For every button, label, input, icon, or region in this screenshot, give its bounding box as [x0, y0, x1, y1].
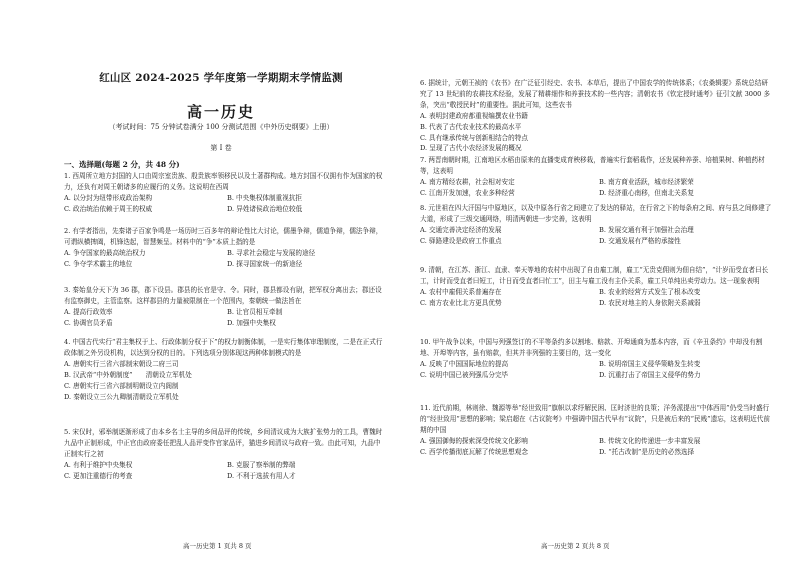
- answer-option: A. 强国御侮的探索深受传统文化影响: [420, 436, 528, 445]
- question-block: [64, 427, 386, 482]
- page-footer-left: 高一历史第 1 页共 8 页: [183, 542, 252, 550]
- answer-option: C. 具有继承传统与创新相结合的特点: [420, 133, 528, 142]
- question-block: [420, 155, 774, 199]
- question-stem: 8. 元世祖在四大汗国与中原地区，以及中原各行省之间建立了发达的驿站，在行省之下的每条府之间、府与县之间修建了大道，形成了三级交通网络，明清两朝进一步完善，这表明: [420, 204, 772, 223]
- answer-option: C. 西学传播彻底瓦解了传统思想观念: [420, 447, 528, 456]
- answer-option: D. 秦朝设立三公九卿制清朝设立军机处: [64, 392, 179, 401]
- answer-option: D. 不利于选拔有用人才: [227, 471, 296, 480]
- answer-option: B. 汉武帝“中外朝制度” 清朝设立军机处: [64, 370, 192, 379]
- answer-option: C. 江南开发加速，农业多种经营: [420, 188, 515, 197]
- answer-option: A. 反映了中国国际地位的提高: [420, 359, 509, 368]
- answer-option: C. 说明中国已被列强瓜分完毕: [420, 370, 509, 379]
- question-stem: 5. 宋仅时，邪举制逐渐形成了由本乡名士主导的乡间品评的传统，乡间清议成为大族扩张势力的工具，曹魏时九品中正制形成，中正官由政府委任把乱人品评变作官家品评，猫进乡间清议与政府一致。由此可知，九品中正制实行之初: [64, 428, 383, 458]
- answer-options: [64, 460, 386, 482]
- volume-label: 第 I 卷: [210, 144, 232, 152]
- answer-option: D. 探寻国家统一的新途径: [227, 259, 303, 268]
- question-block: [420, 337, 774, 381]
- answer-option: A. 交通完善决定经济的发展: [420, 225, 502, 234]
- question-stem: 11. 近代前期，林则徐、魏源等举“经世致用”旗帜以求纾解民困、匡时济世的良策；洋务派提出“中体西用”仍受当时盛行的“经世致用”思想的影响；梁启超在《古议院考》中强调中国古代早有“议院”，只是被后来的“民贱”遗忘，这表明近代前期的中国: [420, 404, 770, 434]
- answer-options: [64, 193, 386, 215]
- answer-option: B. 代表了古代农业技术的最高水平: [420, 122, 522, 131]
- question-block: [64, 285, 386, 329]
- answer-option: A. 唐朝实行三省六部制宋朝设二府三司: [64, 359, 179, 368]
- answer-option: B. 南方商业活跃，城市经济繁荣: [599, 177, 694, 186]
- answer-option: C. 驿路建设是政府工作重点: [420, 236, 502, 245]
- exam-note: （考试时间：75 分钟试卷满分 100 分测试范围《中外历史纲要》上册）: [108, 123, 334, 131]
- answer-options: [420, 177, 774, 199]
- answer-options: [420, 225, 774, 247]
- question-stem: 10. 甲午战争以来，中国与列强签订的不平等条约多以割地、赔款、开埠通商为基本内容，而《辛丑条约》中却没有割地、开埠等内容，虽有赔款，但其并非列强的主要目的，这一变化: [420, 338, 763, 357]
- answer-option: A. 表明封建政府都重视编撰农业书籍: [420, 111, 528, 120]
- answer-option: C. 争夺学术霸主的地位: [64, 259, 133, 268]
- question-stem: 6. 据统计，元朝王祯的《农书》在广泛征引经史、农书、本草后，提出了中国农学的传统体系；《农桑辑要》系统总结研究了 13 世纪前的农耕技术经验，发展了精耕细作和养蚕技术的一些内容；清朝农书《钦定授时通考》征引文献 3000 多条，突出“敬授民时”的重要性。据此可知，这些农书: [420, 79, 771, 109]
- answer-options: [420, 111, 774, 155]
- question-stem: 4. 中国古代实行“君主集权于上、行政体制分权于下”的权力制衡体制，一是实行集体审理制度，二是在正式行政体制之外另设机构，以达到分权的目的。下列选项分别体现这两种体制模式的是: [64, 338, 383, 357]
- question-stem: 9. 清朝，在江苏、浙江、直隶、奉天等地的农村中出现了自由雇工制，雇工“无贵克佣则为佃自结”，“计岁而受直者曰长工，计时而受直者曰短工，计日而受直者曰忙工”，田主与雇工没有主仆关系，雇工只单纯出卖劳动力。这一现象表明: [420, 266, 769, 285]
- answer-option: A. 农村中雇佣关系普遍存在: [420, 287, 502, 296]
- answer-option: D. 加强中央集权: [227, 318, 276, 327]
- answer-option: D. 交通发展有严格的承接性: [599, 236, 681, 245]
- answer-options: [64, 307, 386, 329]
- question-block: [420, 203, 774, 247]
- answer-option: D. “托古改制”是历史的必然选择: [599, 447, 695, 456]
- subject-title: 高一历史: [186, 103, 255, 121]
- answer-options: [420, 436, 774, 458]
- answer-options: [64, 248, 386, 270]
- answer-option: B. 发展交通有利于加强社会治理: [599, 225, 694, 234]
- question-block: [420, 403, 774, 458]
- section-heading: 一、选择题(每题 2 分，共 48 分): [64, 160, 180, 169]
- answer-options: [420, 359, 774, 381]
- answer-option: B. 克服了察举制的弊端: [227, 460, 296, 469]
- answer-option: D. 呈现了古代小农经济发展的概况: [420, 144, 522, 153]
- answer-option: B. 说明帝国主义侵华策略发生转变: [599, 359, 701, 368]
- question-stem: 7. 两晋南朝时期，江南地区水稻由原来的直播变成育秧移栽，普遍实行套稻栽作，还发展种养蚕、培植果树、种植药材等，这表明: [420, 156, 765, 175]
- answer-option: A. 提高行政效率: [64, 307, 113, 316]
- exam-title: 红山区 2024-2025 学年度第一学期期末学情监测: [99, 72, 343, 84]
- answer-option: C. 更加注重德行的考查: [64, 471, 133, 480]
- answer-option: D. 异姓诸侯政治地位较低: [227, 204, 303, 213]
- question-block: [64, 337, 386, 402]
- answer-option: C. 政治统治依赖于周王的权威: [64, 204, 153, 213]
- answer-option: B. 传统文化的传递进一步丰富发展: [599, 436, 701, 445]
- answer-option: B. 让官员相互牵制: [227, 307, 283, 316]
- answer-option: A. 有利于维护中央集权: [64, 460, 133, 469]
- answer-option: D. 沉重打击了帝国主义侵华的势力: [599, 370, 701, 379]
- question-stem: 3. 秦始皇分天下为 36 郡，郡下设县。郡县的长官是守、令。同时，郡县都设有尉，把军权分离出去；郡还设有监察御史，主管监察。这样郡县的力量被限制在一个范围内，秦朝统一做法旨在: [64, 286, 382, 305]
- answer-option: A. 以分封为纽带形成政治架构: [64, 193, 153, 202]
- answer-options: [64, 359, 386, 403]
- question-block: [420, 265, 774, 309]
- answer-options: [420, 287, 774, 309]
- question-stem: 1. 西周所立地方封国的人口由周宗室贵族、殷贵族率领移民以及土著群构成。地方封国不仅拥有作为国家的权力，还负有对周王朝诸多的应履行的义务。这说明在西周: [64, 172, 383, 191]
- question-block: [64, 226, 386, 270]
- question-stem: 2. 有学者指出，先秦诸子百家争鸣是一场历时三百多年的辩论性比大讨论，儒墨争辩，儒道争辩，儒法争辩，可谓纵横捭阖，机锋迭起，智慧频呈。材料中的“争”本质上指的是: [64, 227, 383, 246]
- question-block: [64, 171, 386, 215]
- answer-option: C. 唐朝实行三省六部制明朝设立内阁制: [64, 381, 179, 390]
- answer-option: D. 农民对地主的人身依附关系减弱: [599, 298, 701, 307]
- answer-option: B. 中央集权体制重视抗拒: [227, 193, 302, 202]
- answer-option: A. 南方精经农耕，社会相对安定: [420, 177, 515, 186]
- answer-option: A. 争夺国家的最高统治权力: [64, 248, 146, 257]
- page-footer-right: 高一历史第 2 页共 8 页: [541, 542, 610, 550]
- question-block: [420, 78, 774, 154]
- answer-option: B. 农业的经营方式发生了根本改变: [599, 287, 701, 296]
- answer-option: C. 南方农业比北方更具优势: [420, 298, 502, 307]
- answer-option: B. 寻求社会稳定与发展的途径: [227, 248, 316, 257]
- answer-option: C. 协调官员矛盾: [64, 318, 113, 327]
- answer-option: D. 经济重心南移，但南北关系复: [599, 188, 694, 197]
